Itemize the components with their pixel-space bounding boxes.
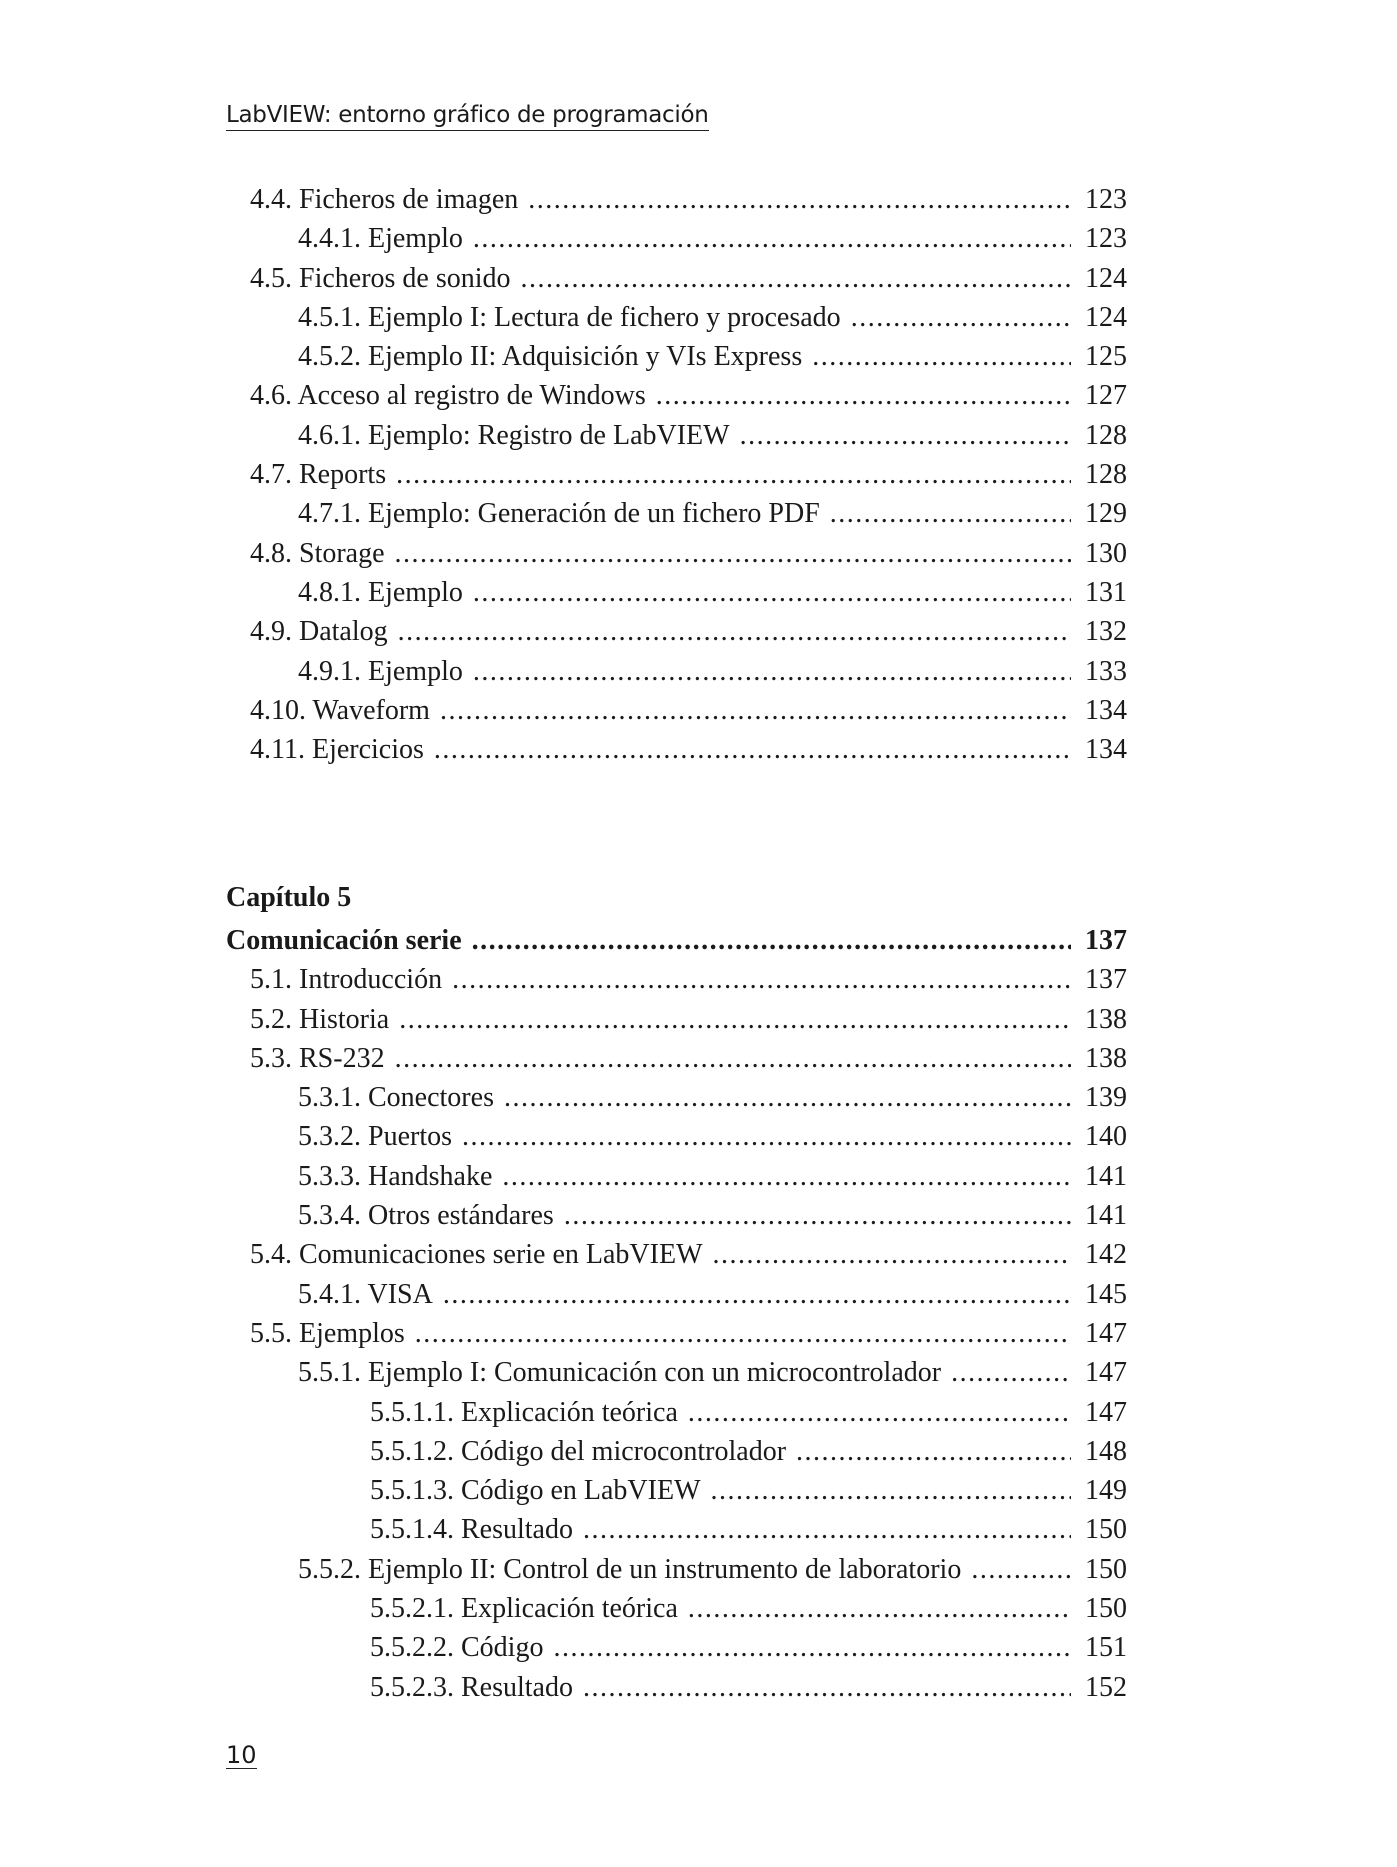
dot-leader [399,1000,1071,1039]
dot-leader [473,573,1071,612]
toc-entry-title: 5.5.2. Ejemplo II: Control de un instrumento de laboratorio [298,1553,962,1585]
dot-leader [440,691,1071,730]
toc-entry-page: 142 [1085,1239,1127,1271]
toc-entry-page: 147 [1085,1317,1127,1349]
dot-leader [452,960,1071,999]
toc-entry-title: 5.4.1. VISA [298,1278,433,1310]
dot-leader [688,1393,1071,1432]
toc-entry [226,534,1127,573]
toc-entry-page: 134 [1085,694,1127,726]
dot-leader [564,1196,1071,1235]
toc-entry [226,259,1127,298]
toc-entry [226,1157,1127,1196]
dot-leader [528,180,1071,219]
toc-entry [226,1628,1127,1667]
toc-entry-title: 5.5.1.3. Código en LabVIEW [370,1475,701,1507]
toc-entry [226,691,1127,730]
toc-entry-page: 123 [1085,223,1127,255]
toc-entry-title: 5.3.2. Puertos [298,1121,452,1153]
toc-entry-title: 4.6.1. Ejemplo: Registro de LabVIEW [298,419,730,451]
dot-leader [583,1510,1071,1549]
toc-entry [226,1393,1127,1432]
toc-entry-title: 4.9.1. Ejemplo [298,655,463,687]
toc-entry-page: 128 [1085,419,1127,451]
toc-entry-title: 4.10. Waveform [250,694,430,726]
toc-entry [226,1471,1127,1510]
toc-entry-title: 5.2. Historia [250,1003,390,1035]
toc-entry-page: 147 [1085,1357,1127,1389]
toc-entry-title: 4.7. Reports [250,459,387,491]
toc-entry-title: 4.11. Ejercicios [250,734,424,766]
dot-leader [812,337,1071,376]
toc-entry-title: 5.5.1.1. Explicación teórica [370,1396,678,1428]
toc-entry-title: 5.5.2.1. Explicación teórica [370,1593,678,1625]
dot-leader [443,1275,1071,1314]
toc-entry [226,612,1127,651]
toc-entry-page: 131 [1085,576,1127,608]
dot-leader [473,219,1071,258]
dot-leader [713,1235,1071,1274]
dot-leader [711,1471,1072,1510]
toc-entry-title: 5.5.1. Ejemplo I: Comunicación con un microcontrolador [298,1357,942,1389]
dot-leader [688,1589,1071,1628]
dot-leader [504,1078,1071,1117]
toc-entry-page: 128 [1085,459,1127,491]
toc-entry-title: 4.5.1. Ejemplo I: Lectura de fichero y procesado [298,301,841,333]
toc-entry [226,1275,1127,1314]
toc-entry-title: 4.5. Ficheros de sonido [250,262,511,294]
toc-entry-page: 141 [1085,1160,1127,1192]
toc-entry-title: 5.5.1.4. Resultado [370,1514,573,1546]
toc-entry [226,219,1127,258]
toc-entry [226,180,1127,219]
toc-entry [226,1078,1127,1117]
toc-entry-page: 139 [1085,1082,1127,1114]
toc-entry-page: 124 [1085,301,1127,333]
toc-entry-page: 138 [1085,1042,1127,1074]
dot-leader [395,1039,1071,1078]
toc-entry [226,376,1127,415]
toc-section-chapter-4 [226,180,1127,769]
toc-entry-page: 150 [1085,1514,1127,1546]
toc-entry-title: 4.4.1. Ejemplo [298,223,463,255]
dot-leader [740,416,1071,455]
toc-entry [226,455,1127,494]
toc-entry-page: 133 [1085,655,1127,687]
toc-entry-page: 138 [1085,1003,1127,1035]
chapter-heading: Capítulo 5 [226,882,352,913]
toc-entry-title: 5.5.2.2. Código [370,1632,544,1664]
toc-entry [226,1196,1127,1235]
toc-entry [226,1117,1127,1156]
toc-entry-page: 149 [1085,1475,1127,1507]
toc-entry-page: 123 [1085,184,1127,215]
toc-entry-title: 5.1. Introducción [250,964,443,996]
dot-leader [553,1628,1071,1667]
dot-leader [415,1314,1071,1353]
toc-entry-title: 5.3. RS-232 [250,1042,385,1074]
toc-entry-title: 4.7.1. Ejemplo: Generación de un fichero PDF [298,498,820,530]
toc-entry-page: 124 [1085,262,1127,294]
toc-entry-page: 137 [1085,964,1127,996]
toc-entry-page: 150 [1085,1593,1127,1625]
toc-entry-title: 4.4. Ficheros de imagen [250,184,519,215]
toc-entry-title: Comunicación serie [226,925,462,956]
toc-entry [226,337,1127,376]
dot-leader [396,455,1071,494]
toc-entry-page: 127 [1085,380,1127,412]
toc-entry-title: 4.5.2. Ejemplo II: Adquisición y VIs Express [298,341,803,373]
toc-entry [226,1510,1127,1549]
toc-entry [226,1589,1127,1628]
toc-entry [226,960,1127,999]
toc-entry-title: 5.5.2.3. Resultado [370,1671,573,1703]
toc-entry-page: 150 [1085,1553,1127,1585]
toc-entry [226,1353,1127,1392]
toc-entry-page: 125 [1085,341,1127,373]
dot-leader [796,1432,1071,1471]
toc-entry-title: 4.8. Storage [250,537,385,569]
toc-entry [226,652,1127,691]
toc-entry [226,573,1127,612]
page-number: 10 [226,1741,257,1769]
dot-leader [398,612,1071,651]
toc-entry [226,1432,1127,1471]
toc-entry-page: 151 [1085,1632,1127,1664]
toc-entry-page: 132 [1085,616,1127,648]
dot-leader [951,1353,1071,1392]
toc-entry-page: 147 [1085,1396,1127,1428]
dot-leader [434,730,1071,769]
dot-leader [395,534,1071,573]
toc-section-chapter-5 [226,921,1127,1707]
toc-entry [226,1235,1127,1274]
toc-entry-title: 5.5.1.2. Código del microcontrolador [370,1435,787,1467]
toc-entry-page: 137 [1085,925,1127,956]
toc-entry-title: 4.6. Acceso al registro de Windows [250,380,646,412]
toc-entry [226,494,1127,533]
dot-leader [583,1668,1071,1707]
toc-entry [226,1000,1127,1039]
running-header: LabVIEW: entorno gráfico de programación [226,102,709,131]
toc-entry-title: 4.9. Datalog [250,616,388,648]
dot-leader [830,494,1071,533]
toc-entry [226,1314,1127,1353]
toc-entry-title: 5.3.4. Otros estándares [298,1200,554,1232]
dot-leader [521,259,1071,298]
toc-entry [226,921,1127,960]
toc-entry-page: 134 [1085,734,1127,766]
dot-leader [656,376,1071,415]
toc-entry-page: 145 [1085,1278,1127,1310]
dot-leader [472,921,1071,960]
toc-entry-page: 148 [1085,1435,1127,1467]
toc-entry [226,1039,1127,1078]
toc-entry-title: 5.4. Comunicaciones serie en LabVIEW [250,1239,703,1271]
toc-entry [226,730,1127,769]
toc-entry-page: 152 [1085,1671,1127,1703]
dot-leader [473,652,1071,691]
toc-entry-title: 5.5. Ejemplos [250,1317,405,1349]
toc-entry-title: 4.8.1. Ejemplo [298,576,463,608]
dot-leader [971,1550,1071,1589]
toc-entry-title: 5.3.1. Conectores [298,1082,494,1114]
dot-leader [851,298,1071,337]
dot-leader [462,1117,1071,1156]
toc-entry [226,416,1127,455]
toc-entry-page: 129 [1085,498,1127,530]
toc-entry [226,298,1127,337]
toc-entry-page: 140 [1085,1121,1127,1153]
toc-entry-page: 141 [1085,1200,1127,1232]
toc-entry [226,1668,1127,1707]
dot-leader [502,1157,1071,1196]
toc-entry-page: 130 [1085,537,1127,569]
toc-entry-title: 5.3.3. Handshake [298,1160,493,1192]
toc-entry [226,1550,1127,1589]
